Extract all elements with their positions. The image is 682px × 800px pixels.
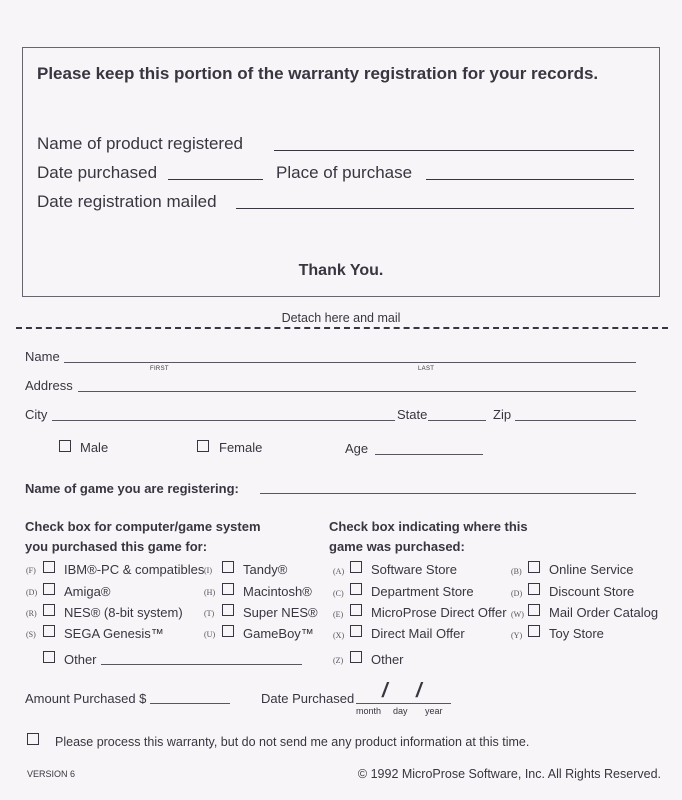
option-label: Online Service [549,562,634,577]
name-field[interactable] [64,362,636,363]
date-label: Date Purchased [261,691,355,706]
store-checkbox[interactable] [350,651,362,663]
amount-label: Amount Purchased $ [25,691,147,706]
option-label: Amiga® [64,584,111,599]
system-checkbox[interactable] [43,561,55,573]
store-heading-line1: Check box indicating where this [329,519,528,534]
records-heading: Please keep this portion of the warranty registration for your records. [37,64,599,83]
option-code: (S) [26,630,36,639]
state-field[interactable] [428,420,486,421]
store-checkbox[interactable] [350,561,362,573]
option-label: Toy Store [549,626,604,641]
store-heading [329,517,528,557]
system-other-label: Other [64,652,97,667]
amount-field[interactable] [150,703,230,704]
year-caption: year [425,706,443,716]
age-label: Age [345,441,369,456]
product-label: Name of product registered [37,134,243,153]
store-checkbox[interactable] [528,604,540,616]
zip-label: Zip [493,407,512,422]
systems-heading [25,517,261,557]
detach-label: Detach here and mail [281,311,401,325]
date-purchased-label: Date purchased [37,163,158,182]
option-label: MicroProse Direct Offer [371,605,507,620]
option-label: Other [371,652,404,667]
male-checkbox[interactable] [59,440,71,452]
store-checkbox[interactable] [350,625,362,637]
option-code: (U) [204,630,216,639]
store-checkbox[interactable] [528,583,540,595]
store-checkbox[interactable] [528,561,540,573]
place-field[interactable] [426,179,634,180]
age-field[interactable] [375,454,483,455]
system-other-checkbox[interactable] [43,651,55,663]
thank-you: Thank You. [298,262,384,279]
month-caption: month [356,706,382,716]
option-code: (R) [26,609,37,618]
option-label: SEGA Genesis™ [64,626,164,641]
optout-label: Please process this warranty, but do not send me any product information at this time. [55,735,530,749]
systems-heading-line2: you purchased this game for: [25,539,208,554]
store-checkbox[interactable] [350,604,362,616]
female-label: Female [219,440,263,455]
option-label: Super NES® [243,605,318,620]
game-label: Name of game you are registering: [25,481,239,496]
option-label: Direct Mail Offer [371,626,465,641]
option-label: Tandy® [243,562,288,577]
version-label: VERSION 6 [27,769,76,779]
systems-heading-line1: Check box for computer/game system [25,519,261,534]
system-checkbox[interactable] [222,561,234,573]
address-label: Address [25,378,73,393]
mailed-label: Date registration mailed [37,192,217,211]
system-checkbox[interactable] [222,625,234,637]
option-code: (T) [204,609,215,618]
option-label: Macintosh® [243,584,312,599]
option-label: Mail Order Catalog [549,605,659,620]
date-slash-1: / [382,680,388,702]
date-field[interactable] [356,703,451,704]
first-caption: FIRST [150,366,169,372]
last-caption: LAST [418,366,435,372]
store-checkbox[interactable] [528,625,540,637]
option-label: IBM®-PC & compatibles [64,562,205,577]
system-checkbox[interactable] [43,625,55,637]
store-heading-line2: game was purchased: [329,539,465,554]
system-checkbox[interactable] [222,583,234,595]
system-checkbox[interactable] [43,604,55,616]
place-label: Place of purchase [276,163,413,182]
option-label: Department Store [371,584,474,599]
detach-line [16,327,668,329]
system-checkbox[interactable] [43,583,55,595]
female-checkbox[interactable] [197,440,209,452]
system-checkbox[interactable] [222,604,234,616]
option-code: (D) [511,589,523,598]
option-code: (A) [333,567,345,576]
store-checkbox[interactable] [350,583,362,595]
option-code: (B) [511,567,522,576]
copyright: © 1992 MicroProse Software, Inc. All Rights Reserved. [357,767,661,781]
option-code: (E) [333,610,344,619]
city-field[interactable] [52,420,395,421]
mailed-field[interactable] [236,208,634,209]
option-code: (W) [511,610,524,619]
product-field[interactable] [274,150,634,151]
option-label: Software Store [371,562,457,577]
option-code: (I) [204,566,212,575]
option-label: NES® (8-bit system) [64,605,183,620]
name-label: Name [25,349,60,364]
male-label: Male [80,440,109,455]
game-field[interactable] [260,493,636,494]
option-code: (C) [333,589,344,598]
date-slash-2: / [416,680,422,702]
address-field[interactable] [78,391,636,392]
option-code: (F) [26,566,36,575]
option-code: (Z) [333,656,344,665]
option-code: (Y) [511,631,523,640]
option-code: (H) [204,588,216,597]
city-label: City [25,407,48,422]
date-purchased-field[interactable] [168,179,263,180]
zip-field[interactable] [515,420,636,421]
day-caption: day [393,706,408,716]
option-code: (X) [333,631,345,640]
state-label: State [397,407,428,422]
option-label: Discount Store [549,584,635,599]
option-code: (D) [26,588,38,597]
optout-checkbox[interactable] [27,733,39,745]
system-other-field[interactable] [101,664,302,665]
option-label: GameBoy™ [243,626,314,641]
